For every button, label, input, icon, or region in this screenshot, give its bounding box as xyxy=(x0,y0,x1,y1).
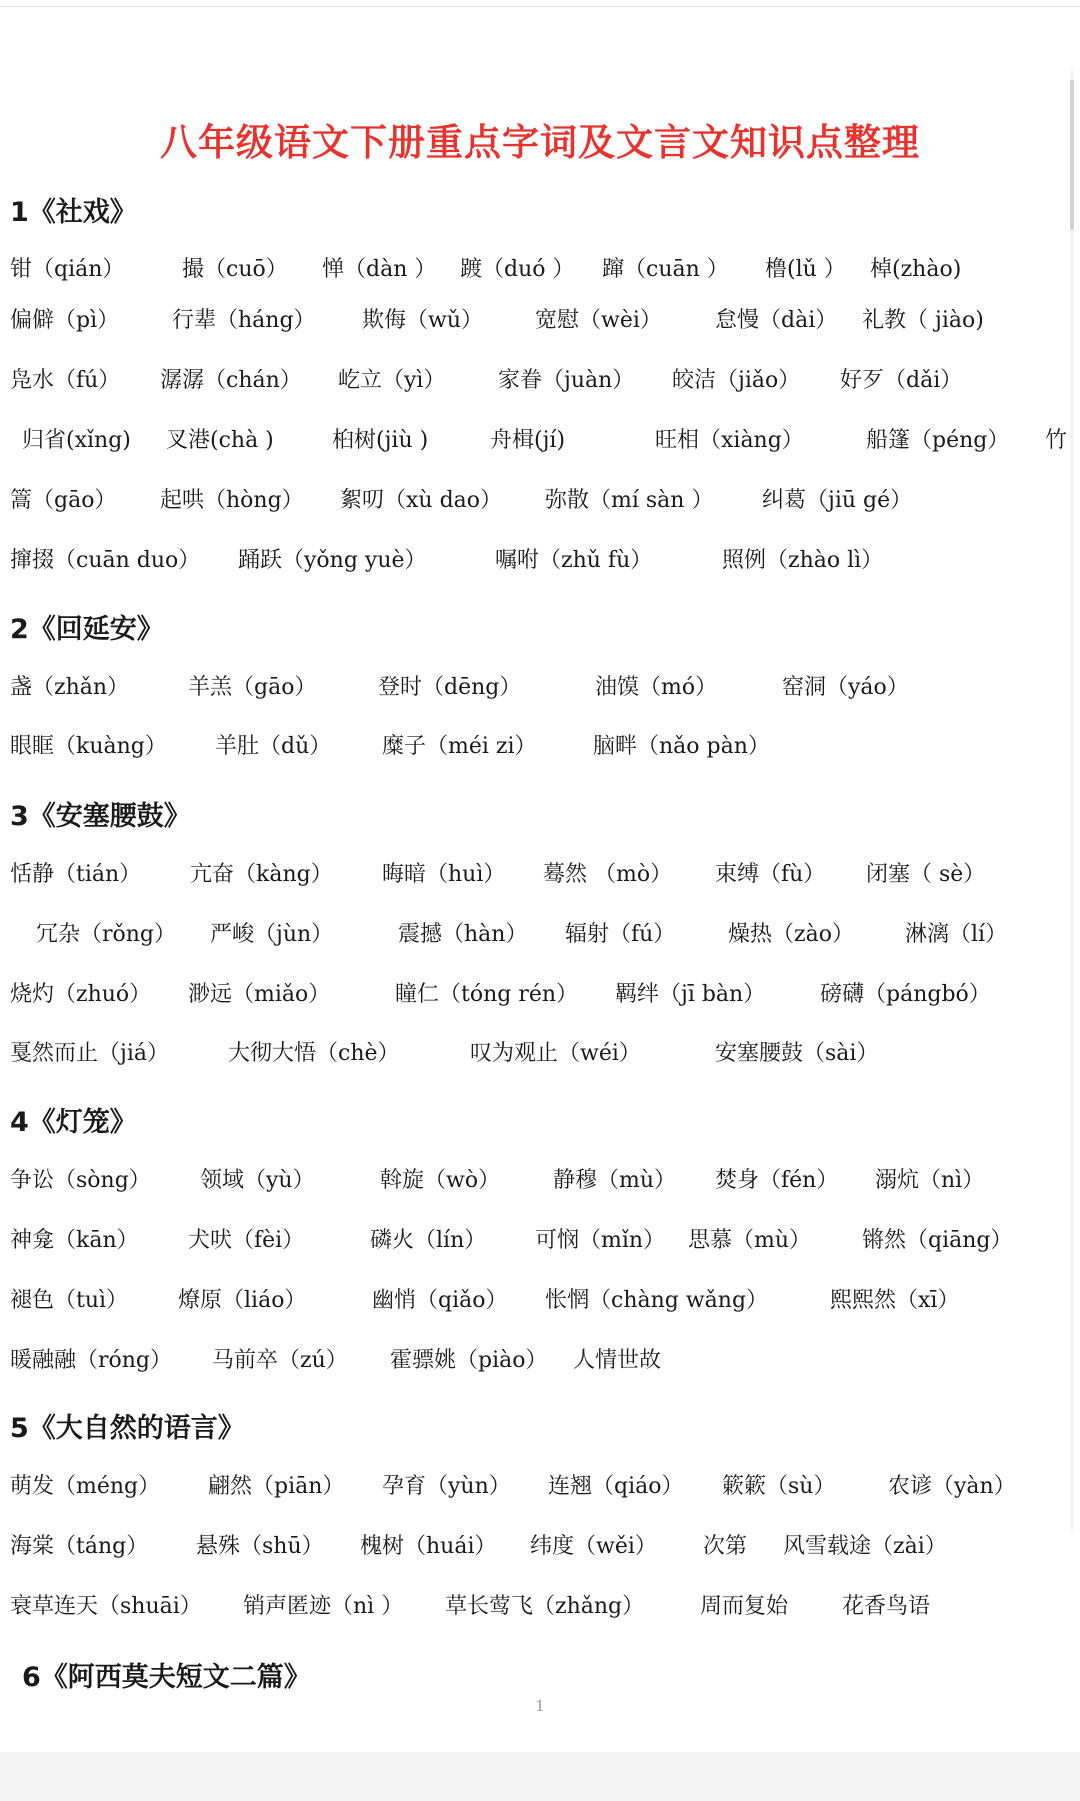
word-item: 亢奋（kàng） xyxy=(190,862,333,887)
word-item: 油馍（mó） xyxy=(595,675,718,700)
document-title: 八年级语文下册重点字词及文言文知识点整理 xyxy=(160,121,920,164)
word-item: 辐射（fú） xyxy=(565,922,676,947)
word-item: 登时（dēng） xyxy=(378,675,522,700)
word-item: 船篷（péng） xyxy=(866,428,1010,453)
word-item: 蓦然 （mò） xyxy=(543,862,673,887)
word-item: 农谚（yàn） xyxy=(888,1474,1016,1499)
word-item: 恬静（tián） xyxy=(10,862,142,887)
word-item: 弥散（mí sàn ） xyxy=(545,488,714,513)
word-item: 桕树(jiù ) xyxy=(332,428,429,453)
word-item: 冗杂（rǒng） xyxy=(36,922,177,947)
word-item: 次第 xyxy=(703,1534,748,1559)
word-item: 连翘（qiáo） xyxy=(548,1474,684,1499)
word-line xyxy=(0,252,1080,292)
word-item: 好歹（dǎi） xyxy=(840,368,963,393)
word-item: 风雪载途（zài） xyxy=(783,1534,947,1559)
section-heading: 3《安塞腰鼓》 xyxy=(10,801,191,832)
word-item: 草长莺飞（zhǎng） xyxy=(445,1594,645,1619)
word-item: 旺相（xiàng） xyxy=(655,428,804,453)
word-item: 棹(zhào) xyxy=(870,257,962,282)
word-item: 海棠（táng） xyxy=(10,1534,149,1559)
word-item: 争讼（sòng） xyxy=(10,1168,151,1193)
word-item: 安塞腰鼓（sài） xyxy=(715,1041,879,1066)
word-item: 盏（zhǎn） xyxy=(10,675,130,700)
word-item: 家眷（juàn） xyxy=(498,368,635,393)
word-line xyxy=(0,1469,1080,1509)
word-item: 惮（dàn ） xyxy=(322,257,437,282)
word-item: 神龛（kān） xyxy=(10,1228,139,1253)
word-item: 花香鸟语 xyxy=(842,1594,931,1619)
word-line xyxy=(0,303,1080,343)
section-heading: 5《大自然的语言》 xyxy=(10,1413,245,1444)
word-item: 周而复始 xyxy=(700,1594,789,1619)
word-item: 束缚（fù） xyxy=(715,862,826,887)
top-divider xyxy=(0,6,1080,7)
word-line xyxy=(0,1589,1080,1629)
word-item: 悬殊（shū） xyxy=(196,1534,324,1559)
word-item: 焚身（fén） xyxy=(715,1168,839,1193)
word-item: 严峻（jùn） xyxy=(210,922,334,947)
word-item: 皎洁（jiǎo） xyxy=(672,368,801,393)
word-item: 萌发（méng） xyxy=(10,1474,161,1499)
word-item: 烧灼（zhuó） xyxy=(10,982,152,1007)
word-item: 屹立（yì） xyxy=(338,368,446,393)
word-item: 欺侮（wǔ） xyxy=(362,308,484,333)
word-item: 瞳仁（tóng rén） xyxy=(395,982,579,1007)
word-item: 踊跃（yǒng yuè） xyxy=(238,548,427,573)
word-item: 翩然（piān） xyxy=(208,1474,345,1499)
word-item: 犬吠（fèi） xyxy=(188,1228,305,1253)
word-item: 眼眶（kuàng） xyxy=(10,734,167,759)
word-item: 窑洞（yáo） xyxy=(782,675,909,700)
word-item: 晦暗（huì） xyxy=(382,862,506,887)
word-item: 思慕（mù） xyxy=(688,1228,812,1253)
word-item: 絮叨（xù dao） xyxy=(340,488,503,513)
word-line xyxy=(0,1163,1080,1203)
section-heading: 1《社戏》 xyxy=(10,197,137,228)
word-line xyxy=(0,483,1080,523)
word-item: 礼教（ jiào) xyxy=(862,308,984,333)
word-item: 簌簌（sù） xyxy=(722,1474,836,1499)
word-line xyxy=(0,977,1080,1017)
word-item: 销声匿迹（nì ） xyxy=(243,1594,404,1619)
word-line xyxy=(0,1036,1080,1076)
word-item: 蹿（cuān ） xyxy=(602,257,729,282)
word-line xyxy=(0,423,1080,463)
word-item: 糜子（méi zi） xyxy=(382,734,537,759)
word-item: 燥热（zào） xyxy=(728,922,854,947)
word-item: 纠葛（jiū gé） xyxy=(762,488,913,513)
word-line xyxy=(0,363,1080,403)
word-line xyxy=(0,917,1080,957)
word-item: 起哄（hòng） xyxy=(160,488,304,513)
word-item: 羊肚（dǔ） xyxy=(215,734,332,759)
word-item: 行辈（háng） xyxy=(172,308,316,333)
word-item: 叹为观止（wéi） xyxy=(470,1041,641,1066)
word-item: 渺远（miǎo） xyxy=(188,982,331,1007)
word-item: 橹(lǔ ） xyxy=(765,257,846,282)
word-item: 钳（qián） xyxy=(10,257,125,282)
word-item: 篙（gāo） xyxy=(10,488,117,513)
word-item: 锵然（qiāng） xyxy=(862,1228,1013,1253)
word-line xyxy=(0,729,1080,769)
word-item: 归省(xǐng) xyxy=(22,428,131,453)
word-item: 溺炕（nì） xyxy=(875,1168,985,1193)
word-item: 竹 xyxy=(1045,428,1068,453)
word-item: 脑畔（nǎo pàn） xyxy=(593,734,770,759)
word-line xyxy=(0,1529,1080,1569)
page-number: 1 xyxy=(535,1697,545,1715)
word-item: 羊羔（gāo） xyxy=(188,675,317,700)
word-item: 燎原（liáo） xyxy=(178,1288,307,1313)
word-item: 磷火（lín） xyxy=(370,1228,487,1253)
word-item: 静穆（mù） xyxy=(553,1168,677,1193)
section-heading: 2《回延安》 xyxy=(10,614,164,645)
word-item: 熙熙然（xī） xyxy=(830,1288,960,1313)
word-item: 大彻大悟（chè） xyxy=(228,1041,400,1066)
word-item: 凫水（fú） xyxy=(10,368,121,393)
word-item: 领域（yù） xyxy=(200,1168,315,1193)
word-item: 叉港(chà ) xyxy=(166,428,274,453)
word-line xyxy=(0,1283,1080,1323)
word-item: 马前卒（zú） xyxy=(212,1348,348,1373)
word-item: 宽慰（wèi） xyxy=(535,308,662,333)
word-item: 潺潺（chán） xyxy=(160,368,302,393)
word-item: 幽悄（qiǎo） xyxy=(372,1288,508,1313)
word-item: 踱（duó ） xyxy=(460,257,575,282)
word-item: 磅礴（pángbó） xyxy=(820,982,991,1007)
word-line xyxy=(0,1343,1080,1383)
word-line xyxy=(0,670,1080,710)
word-item: 舟楫(jí) xyxy=(490,428,566,453)
word-item: 怅惘（chàng wǎng） xyxy=(545,1288,769,1313)
word-item: 淋漓（lí） xyxy=(905,922,1008,947)
word-item: 暖融融（róng） xyxy=(10,1348,173,1373)
word-item: 衰草连天（shuāi） xyxy=(10,1594,202,1619)
word-line xyxy=(0,1223,1080,1263)
word-item: 羁绊（jī bàn） xyxy=(615,982,766,1007)
word-line xyxy=(0,857,1080,897)
word-item: 戛然而止（jiá） xyxy=(10,1041,169,1066)
word-item: 斡旋（wò） xyxy=(380,1168,501,1193)
word-item: 褪色（tuì） xyxy=(10,1288,129,1313)
word-item: 撮（cuō） xyxy=(182,257,288,282)
word-item: 霍骠姚（piào） xyxy=(390,1348,548,1373)
bottom-band xyxy=(0,1752,1080,1801)
word-item: 照例（zhào lì） xyxy=(722,548,884,573)
section-heading: 4《灯笼》 xyxy=(10,1107,137,1138)
word-item: 怠慢（dài） xyxy=(715,308,838,333)
word-item: 可悯（mǐn） xyxy=(535,1228,666,1253)
word-item: 孕育（yùn） xyxy=(382,1474,511,1499)
word-line xyxy=(0,543,1080,583)
word-item: 槐树（huái） xyxy=(360,1534,497,1559)
section-heading: 6《阿西莫夫短文二篇》 xyxy=(22,1662,311,1693)
word-item: 偏僻（pì） xyxy=(10,308,120,333)
word-item: 纬度（wěi） xyxy=(530,1534,657,1559)
word-item: 闭塞（ sè） xyxy=(866,862,986,887)
word-item: 震撼（hàn） xyxy=(398,922,528,947)
word-item: 人情世故 xyxy=(573,1348,662,1373)
word-item: 撺掇（cuān duo） xyxy=(10,548,201,573)
word-item: 嘱咐（zhǔ fù） xyxy=(495,548,653,573)
